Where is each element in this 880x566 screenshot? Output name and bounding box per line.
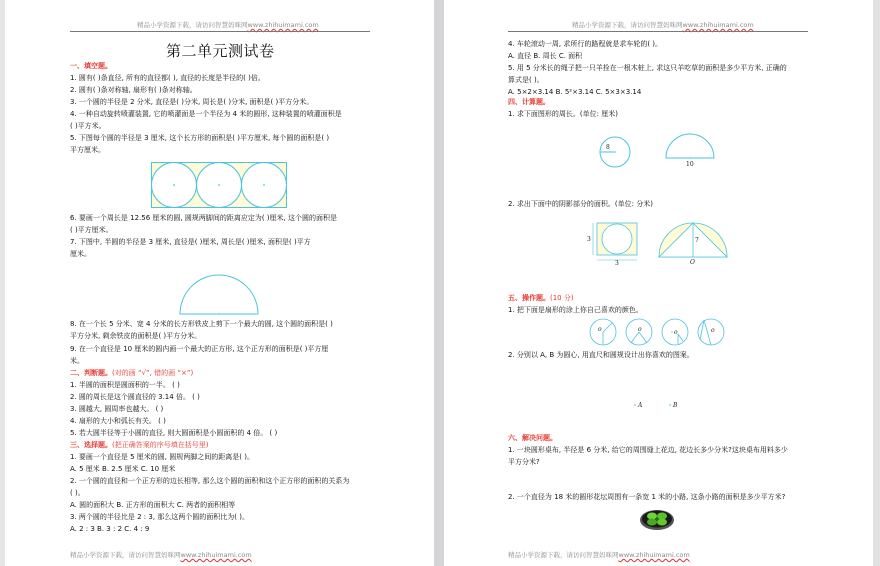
question-line: 平方分米? [508, 458, 540, 466]
height-label: 7 [695, 237, 699, 244]
footer-text: 精品小学资源下载，请访问智慧妈咪网 [70, 551, 181, 559]
center-label: o [638, 326, 642, 333]
header-rule [508, 31, 808, 32]
question-line: 平方厘米。 [70, 146, 105, 154]
question-line: 5. 下图每个圆的半径是 3 厘米, 这个长方形的面积是( )平方厘米, 每个圆的面积是( ) [70, 134, 330, 142]
sector-figure-2[interactable] [625, 318, 653, 346]
header-text: 精品小学资源下载，请访问智慧妈咪网 [137, 21, 248, 29]
section-heading-operation [508, 294, 574, 303]
document-page-left [5, 0, 434, 566]
question-line: 2. 圆的周长是这个圆直径的 3.14 倍。 ( ) [70, 393, 200, 401]
question-line: 4. 扇形的大小和弧长有关。 ( ) [70, 417, 166, 425]
choice-line: A. 5 厘米 B. 2.5 厘米 C. 10 厘米 [70, 465, 176, 473]
question-line: 2. 圆有( )条对称轴, 扇形有( )条对称轴。 [70, 86, 197, 94]
section-instruction: (对的画 “√”, 错的画 “×”) [112, 369, 194, 377]
center-label: o [598, 326, 602, 333]
section-heading-calculation: 四、计算题。 [508, 98, 550, 106]
question-line: 2. 分别以 A, B 为圆心, 用直尺和圆规设计出你喜欢的图案。 [508, 351, 694, 359]
question-line: 3. 两个圆的半径比是 2 : 3, 那么这两个圆的面积比为( )。 [70, 513, 249, 521]
question-line: 3. 圆越大, 圆周率也越大。 ( ) [70, 405, 164, 413]
question-line: 2. 一个圆的直径和一个正方形的边长相等, 那么这个圆的面积和这个正方形的面积的关系为 [70, 477, 350, 485]
question-line: 5. 用 5 分米长的绳子把一只羊拴在一根木桩上, 求这只羊吃草的面积是多少平方米, 正确的 [508, 64, 787, 72]
footer-text: 精品小学资源下载，请访问智慧妈咪网 [508, 551, 619, 559]
question-line: 1. 要画一个直径是 5 厘米的圆, 圆规两脚之间的距离是( )。 [70, 453, 254, 461]
page-footer [508, 550, 690, 559]
choice-line: A. 5×2×3.14 B. 5²×3.14 C. 5×3×3.14 [508, 88, 642, 96]
footer-url[interactable]: www.zhihuimami.com [618, 551, 690, 559]
question-line: 2. 一个直径为 18 米的圆形花坛周围有一条宽 1 米的小路, 这条小路的面积是多少平方米? [508, 493, 786, 501]
page-footer [70, 550, 252, 559]
square-with-circle-diagram [587, 222, 644, 267]
header-rule [70, 31, 370, 32]
clover-logo-icon [639, 508, 675, 530]
question-line: ( )平方厘米。 [70, 226, 113, 234]
center-label: o [674, 329, 678, 336]
scrollbar-track[interactable] [873, 0, 880, 566]
section-instruction: (10 分) [550, 294, 574, 302]
header-url[interactable]: www.zhihuimami.com [247, 21, 319, 29]
question-line: 平方分米, 剩余铁皮的面积是( )平方分米。 [70, 332, 202, 340]
height-label: 3 [587, 236, 591, 243]
question-line: 4. 一种自动旋转喷灌装置, 它的喷灌面是一个半径为 4 米的圆形, 这种装置的喷灌面积是 [70, 110, 342, 118]
question-line: 6. 要画一个周长是 12.56 厘米的圆, 圆规两脚间的距离应定为( )厘米, 这个圆的面积是 [70, 214, 337, 222]
footer-url[interactable]: www.zhihuimami.com [180, 551, 252, 559]
page-header [137, 20, 319, 29]
page-title: 第二单元测试卷 [166, 42, 275, 60]
width-label: 3 [615, 260, 619, 267]
page-header [572, 20, 754, 29]
semicircle-triangle-diagram [658, 222, 728, 264]
sector-figure-1[interactable] [589, 318, 617, 346]
question-line: 1. 一块圆形桌布, 半径是 6 分米, 给它的周围缝上花边, 花边长多少分米?这块桌布用料多少 [508, 446, 788, 454]
header-url[interactable]: www.zhihuimami.com [682, 21, 754, 29]
section-title: 二、判断题。 [70, 369, 112, 377]
choice-line: A. 2 : 3 B. 3 : 2 C. 4 : 9 [70, 525, 150, 533]
header-text: 精品小学资源下载，请访问智慧妈咪网 [572, 21, 683, 29]
diameter-label: 10 [686, 161, 694, 168]
question-line: 厘米。 [70, 250, 91, 258]
radius-label: 8 [606, 144, 610, 151]
document-page-right [444, 0, 873, 566]
circle-radius-diagram [599, 136, 631, 168]
question-line: 4. 车轮滚动一周, 求所行的路程就是求车轮的( )。 [508, 40, 663, 48]
section-heading-fill-blank: 一、填空题。 [70, 62, 112, 70]
center-label: o [711, 327, 715, 334]
points-a-b [634, 400, 684, 410]
question-line: 9. 在一个直径是 10 厘米的圆内画一个最大的正方形, 这个正方形的面积是( )平方厘 [70, 345, 329, 353]
sector-figure-4[interactable] [697, 318, 725, 346]
question-line: 1. 把下面是扇形的涂上你自己喜欢的颜色。 [508, 306, 643, 314]
section-title: 五、操作题。 [508, 294, 550, 302]
section-title: 三、选择题。 [70, 441, 112, 449]
semicircle-diameter-diagram [665, 134, 715, 170]
question-line: 5. 若大圆半径等于小圆的直径, 则大圆面积是小圆面积的 4 倍。 ( ) [70, 429, 278, 437]
page-separator [434, 0, 444, 566]
question-line: 7. 下图中, 半圆的半径是 3 厘米, 直径是( )厘米, 周长是( )厘米, 面积是( )平方 [70, 238, 311, 246]
point-a-label: A [638, 402, 643, 409]
question-line: 米。 [70, 357, 84, 365]
question-line: ( )。 [70, 489, 85, 497]
center-label: O [690, 259, 695, 266]
question-line: 算式是( )。 [508, 76, 544, 84]
three-circles-rectangle-diagram [151, 162, 287, 208]
question-line: ( )平方米。 [70, 122, 106, 130]
question-line: 1. 求下面图形的周长。(单位: 厘米) [508, 110, 618, 118]
section-heading-problems: 六、解决问题。 [508, 434, 557, 442]
point-b-label: B [673, 402, 678, 409]
section-heading-true-false [70, 369, 193, 378]
question-line: 1. 圆有( )条直径, 所有的直径都( ), 直径的长度是半径的( )倍。 [70, 74, 265, 82]
choice-line: A. 直径 B. 周长 C. 面积 [508, 52, 583, 60]
question-line: 3. 一个圆的半径是 2 分米, 直径是( )分米, 周长是( )分米, 面积是( )平方分米。 [70, 98, 314, 106]
semicircle-diagram [179, 274, 259, 316]
question-line: 2. 求出下面中的阴影部分的面积。(单位: 分米) [508, 200, 653, 208]
section-heading-multiple-choice [70, 441, 208, 450]
question-line: 1. 半圆的面积是圆面积的一半。 ( ) [70, 381, 180, 389]
sector-figure-3[interactable] [661, 318, 689, 346]
section-instruction: (把正确答案的序号填在括号里) [112, 441, 209, 449]
question-line: 8. 在一个长 5 分米、宽 4 分米的长方形铁皮上剪下一个最大的圆, 这个圆的面积是( ) [70, 320, 333, 328]
choice-line: A. 圆的面积大 B. 正方形的面积大 C. 两者的面积相等 [70, 501, 236, 509]
